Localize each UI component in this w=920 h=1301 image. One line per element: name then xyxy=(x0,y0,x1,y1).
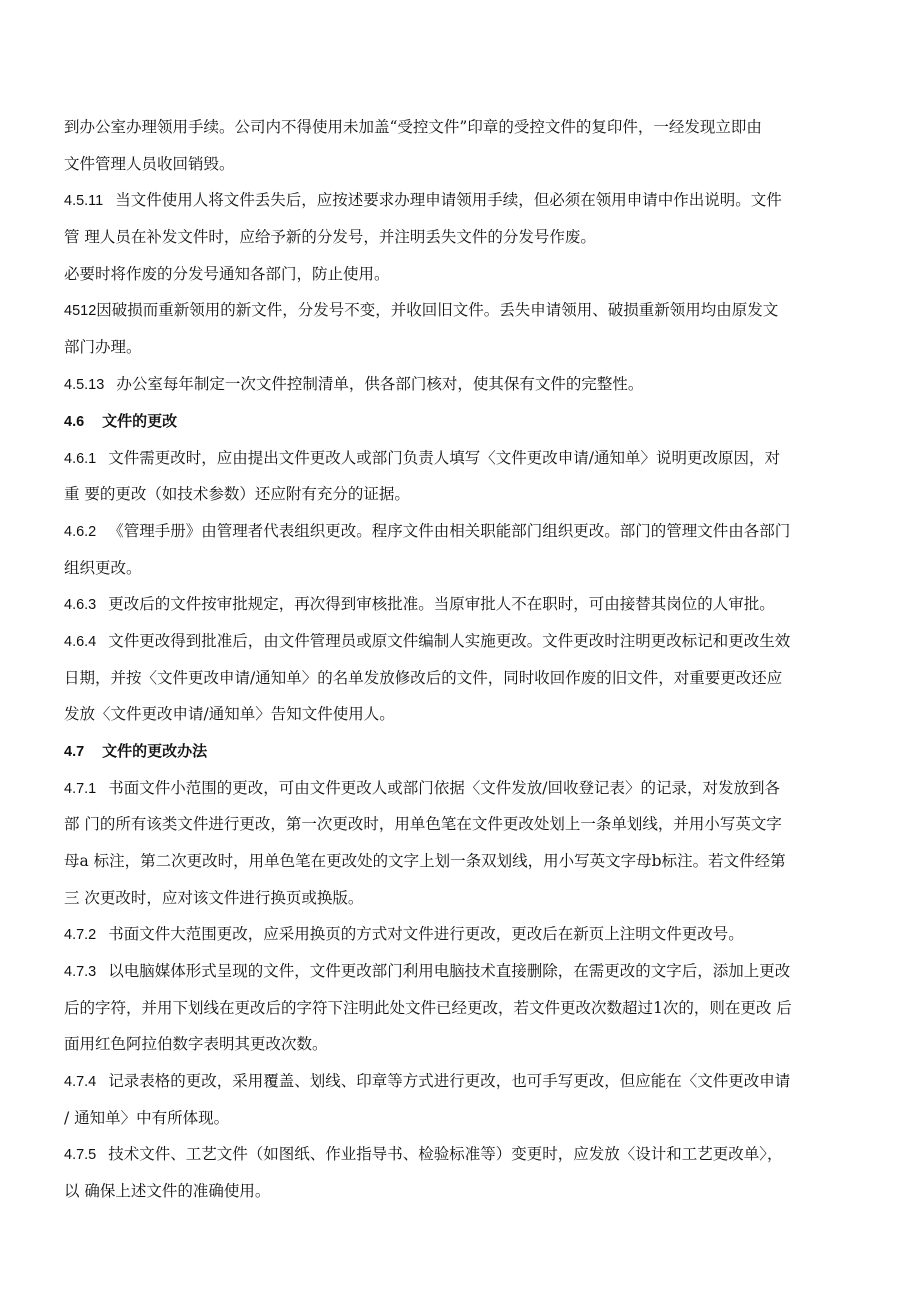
clause-number: 4.6.4 xyxy=(64,634,97,650)
paragraph-line xyxy=(64,888,864,908)
paragraph-line xyxy=(64,1181,864,1201)
clause-4-6-3 xyxy=(64,594,864,615)
paragraph-line xyxy=(64,998,864,1018)
clause-number: 4.7.3 xyxy=(64,964,97,980)
line-text: 面用红色阿拉伯数字表明其更改次数。 xyxy=(64,1035,328,1053)
line-text: 部门办理。 xyxy=(64,338,142,356)
paragraph-line xyxy=(64,704,864,724)
section-title: 文件的更改 xyxy=(102,412,178,430)
line-text: 日期，并按〈文件更改申请/通知单〉的名单发放修改后的文件，同时收回作废的旧文件，对重要更改还应 xyxy=(64,669,783,687)
paragraph-line xyxy=(64,337,864,357)
line-text: 文件需更改时，应由提出文件更改人或部门负责人填写〈文件更改申请/通知单〉说明更改原因，对 xyxy=(108,449,780,467)
line-text: 办公室每年制定一次文件控制清单，供各部门核对，使其保有文件的完整性。 xyxy=(116,375,644,393)
clause-number: 4512 xyxy=(64,303,97,319)
section-heading-4-7 xyxy=(64,741,864,762)
line-text: 到办公室办理领用手续。公司内不得使用未加盖“受控文件”印章的受控文件的复印件，一经发现立即由 xyxy=(64,118,762,136)
clause-4-7-4 xyxy=(64,1071,864,1092)
line-text: 母a 标注，第二次更改时，用单色笔在更改处的文字上划一条双划线，用小写英文字母b标注。若文件经第 xyxy=(64,852,786,870)
line-text: 记录表格的更改，采用覆盖、划线、印章等方式进行更改，也可手写更改，但应能在〈文件更改申请 xyxy=(108,1072,791,1090)
clause-number: 4.5.13 xyxy=(64,377,105,393)
line-text: 以电脑媒体形式呈现的文件，文件更改部门利用电脑技术直接删除，在需更改的文字后，添加上更改 xyxy=(108,962,791,980)
clause-number: 4.5.11 xyxy=(64,193,104,209)
line-text: 文件管理人员收回销毁。 xyxy=(64,155,235,173)
paragraph-line xyxy=(64,154,864,174)
paragraph-line xyxy=(64,1034,864,1054)
clause-4-6-4 xyxy=(64,631,864,652)
clause-4-5-11 xyxy=(64,190,864,211)
paragraph-line xyxy=(64,668,864,688)
line-text: 管 理人员在补发文件时，应给予新的分发号，并注明丢失文件的分发号作废。 xyxy=(64,228,596,246)
clause-4-7-1 xyxy=(64,778,864,799)
line-text: 后的字符，并用下划线在更改后的字符下注明此处文件已经更改，若文件更改次数超过1次的，则在更改 后 xyxy=(64,999,792,1017)
line-text: 当文件使用人将文件丢失后，应按述要求办理申请领用手续，但必须在领用申请中作出说明。文件 xyxy=(115,191,782,209)
line-text: 书面文件大范围更改，应采用换页的方式对文件进行更改，更改后在新页上注明文件更改号。 xyxy=(108,925,744,943)
paragraph-line xyxy=(64,484,864,504)
line-text: 发放〈文件更改申请/通知单〉告知文件使用人。 xyxy=(64,705,395,723)
paragraph-line xyxy=(64,558,864,578)
line-text: / 通知单〉中有所体现。 xyxy=(64,1109,230,1127)
paragraph-line xyxy=(64,1108,864,1128)
line-text: 以 确保上述文件的准确使用。 xyxy=(64,1182,271,1200)
section-number: 4.6 xyxy=(64,414,85,430)
line-text: 必要时将作废的分发号通知各部门，防止使用。 xyxy=(64,265,390,283)
paragraph-line xyxy=(64,227,864,247)
clause-number: 4.6.2 xyxy=(64,524,97,540)
clause-number: 4.7.2 xyxy=(64,927,97,943)
clause-number: 4.7.4 xyxy=(64,1074,97,1090)
clause-number: 4.7.5 xyxy=(64,1147,97,1163)
line-text: 重 要的更改（如技术参数）还应附有充分的证据。 xyxy=(64,485,410,503)
line-text: 组织更改。 xyxy=(64,559,142,577)
section-title: 文件的更改办法 xyxy=(102,742,208,760)
line-text: 因破损而重新领用的新文件，分发号不变，并收回旧文件。丢失申请领用、破损重新领用均由原发文 xyxy=(96,301,779,319)
line-text: 更改后的文件按审批规定，再次得到审核批准。当原审批人不在职时，可由接替其岗位的人审批。 xyxy=(108,595,775,613)
clause-number: 4.7.1 xyxy=(64,781,97,797)
clause-4-7-2 xyxy=(64,924,864,945)
clause-4-5-12 xyxy=(64,300,864,321)
line-text: 《管理手册》由管理者代表组织更改。程序文件由相关职能部门组织更改。部门的管理文件由各部门 xyxy=(108,522,791,540)
line-text: 技术文件、工艺文件（如图纸、作业指导书、检验标准等）变更时，应发放〈设计和工艺更改单〉， xyxy=(108,1145,783,1163)
clause-number: 4.6.3 xyxy=(64,597,97,613)
section-number: 4.7 xyxy=(64,744,85,760)
paragraph-line xyxy=(64,117,864,137)
line-text: 书面文件小范围的更改，可由文件更改人或部门依据〈文件发放/回收登记表〉的记录，对发放到各 xyxy=(108,779,780,797)
paragraph-line xyxy=(64,814,864,834)
line-text: 文件更改得到批准后，由文件管理员或原文件编制人实施更改。文件更改时注明更改标记和更改生效 xyxy=(108,632,791,650)
line-text: 部 门的所有该类文件进行更改，第一次更改时，用单色笔在文件更改处划上一条单划线，并用小写英文字 xyxy=(64,815,782,833)
clause-4-7-3 xyxy=(64,961,864,982)
paragraph-line xyxy=(64,264,864,284)
clause-4-5-13 xyxy=(64,374,864,395)
clause-4-6-2 xyxy=(64,521,864,542)
section-heading-4-6 xyxy=(64,411,864,432)
clause-number: 4.6.1 xyxy=(64,451,97,467)
clause-4-7-5 xyxy=(64,1144,864,1165)
paragraph-line xyxy=(64,851,864,871)
clause-4-6-1 xyxy=(64,448,864,469)
line-text: 三 次更改时，应对该文件进行换页或换版。 xyxy=(64,889,364,907)
